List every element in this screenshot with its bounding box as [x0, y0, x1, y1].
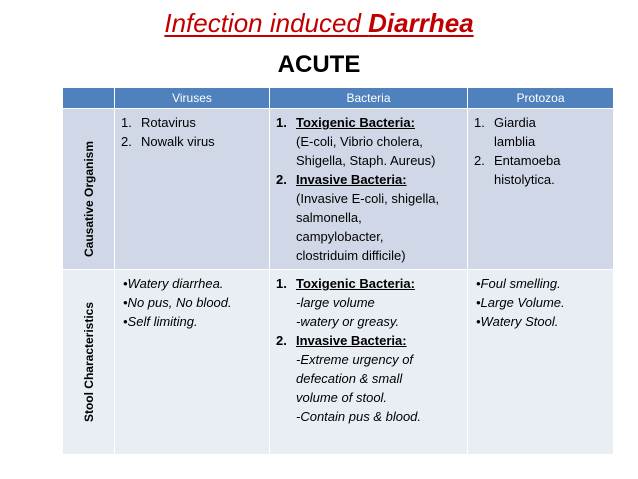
header-bacteria: Bacteria [270, 88, 468, 109]
list-subline: -large volume [296, 295, 375, 310]
list-item: •Self limiting. [123, 314, 198, 329]
list-subline: salmonella, [296, 210, 362, 225]
diarrhea-table [62, 87, 614, 455]
list-item: •Large Volume. [476, 295, 565, 310]
list-subline: -Extreme urgency of [296, 352, 414, 367]
cell-viruses [115, 109, 270, 270]
list-subline: (Invasive E-coli, shigella, [296, 191, 440, 206]
table-row [63, 109, 614, 270]
list-item: 1. Toxigenic Bacteria: [276, 115, 415, 130]
list-item: 2. Invasive Bacteria: [276, 333, 407, 348]
cell-viruses [115, 270, 270, 455]
list-subline: (E-coli, Vibrio cholera, [296, 134, 423, 149]
slide-title [0, 6, 638, 40]
list-subline: campylobacter, [296, 229, 384, 244]
row-label: Causative Organism [81, 140, 96, 258]
list-item: 2. Invasive Bacteria: [276, 172, 407, 187]
list-subline: clostriduim difficile) [296, 248, 406, 263]
list-item: 2. Entamoeba [474, 153, 561, 168]
title-text: Infection induced [164, 8, 369, 38]
list-item: •Foul smelling. [476, 276, 561, 291]
list-item: •Watery diarrhea. [123, 276, 224, 291]
list-subline: histolytica. [494, 172, 555, 187]
header-viruses: Viruses [115, 88, 270, 109]
cell-protozoa [468, 109, 614, 270]
list-item: •No pus, No blood. [123, 295, 232, 310]
slide-subtitle: ACUTE [277, 51, 361, 78]
row-label: Stool Characteristics [81, 301, 96, 423]
list-subline: -Contain pus & blood. [296, 409, 422, 424]
header-row [63, 88, 614, 109]
cell-bacteria [270, 270, 468, 455]
table-row [63, 270, 614, 455]
title-emphasis: Diarrhea [368, 8, 474, 38]
cell-bacteria [270, 109, 468, 270]
list-subline: Shigella, Staph. Aureus) [296, 153, 436, 168]
list-subline: -watery or greasy. [296, 314, 400, 329]
list-item: •Watery Stool. [476, 314, 559, 329]
header-protozoa: Protozoa [468, 88, 614, 109]
list-item: 1. Rotavirus [121, 115, 196, 130]
list-subline: defecation & small [296, 371, 403, 386]
list-item: 1. Toxigenic Bacteria: [276, 276, 415, 291]
list-subline: lamblia [494, 134, 536, 149]
list-item: 2. Nowalk virus [121, 134, 215, 149]
row-label-cell [63, 109, 115, 270]
cell-protozoa [468, 270, 614, 455]
list-item: 1. Giardia [474, 115, 536, 130]
corner-cell [63, 88, 115, 109]
list-subline: volume of stool. [296, 390, 388, 405]
row-label-cell [63, 270, 115, 455]
